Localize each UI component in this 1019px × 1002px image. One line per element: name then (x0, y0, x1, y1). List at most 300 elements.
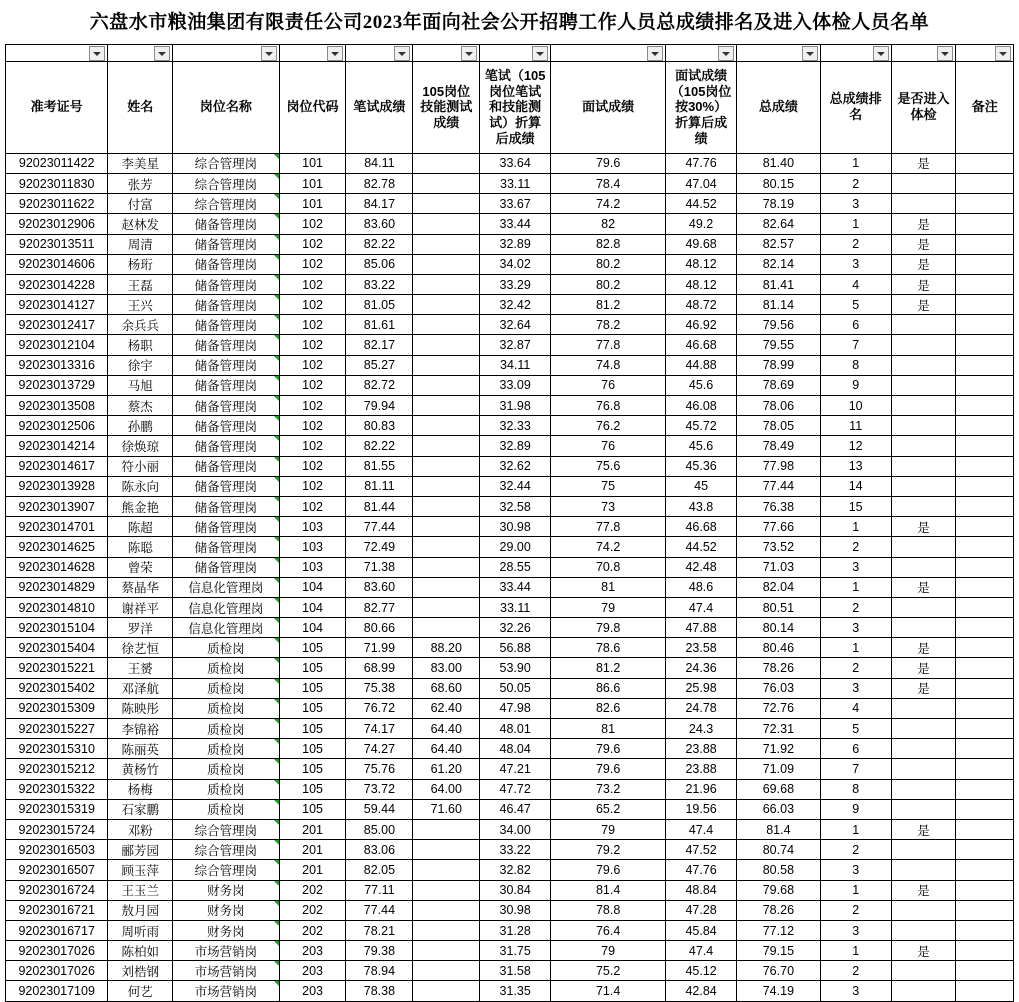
cell-10: 78.49 (737, 436, 821, 456)
cell-2: 陈柏如 (108, 941, 173, 961)
filter-dropdown-icon[interactable] (802, 46, 818, 61)
cell-13 (956, 638, 1014, 658)
cell-5: 80.66 (346, 618, 413, 638)
table-row (6, 941, 1014, 961)
cell-3: 综合管理岗 (173, 840, 280, 860)
cell-1: 92023016717 (6, 920, 108, 940)
cell-9: 24.78 (666, 698, 737, 718)
cell-12 (891, 476, 956, 496)
cell-1: 92023014228 (6, 274, 108, 294)
cell-3: 储备管理岗 (173, 315, 280, 335)
cell-2: 王玉兰 (108, 880, 173, 900)
cell-11: 3 (820, 981, 891, 1001)
cell-10: 78.26 (737, 658, 821, 678)
cell-12: 是 (891, 517, 956, 537)
cell-11: 2 (820, 537, 891, 557)
cell-9: 46.92 (666, 315, 737, 335)
cell-5: 83.06 (346, 840, 413, 860)
cell-7: 50.05 (480, 678, 551, 698)
cell-10: 78.26 (737, 900, 821, 920)
cell-3: 质检岗 (173, 779, 280, 799)
cell-2: 杨职 (108, 335, 173, 355)
cell-13 (956, 254, 1014, 274)
table-row (6, 618, 1014, 638)
cell-11: 3 (820, 557, 891, 577)
cell-6 (413, 941, 480, 961)
cell-10: 69.68 (737, 779, 821, 799)
cell-13 (956, 476, 1014, 496)
column-header-8: 面试成绩 (551, 61, 666, 153)
cell-12 (891, 456, 956, 476)
cell-4: 105 (279, 638, 346, 658)
cell-11: 3 (820, 618, 891, 638)
cell-7: 47.72 (480, 779, 551, 799)
cell-10: 82.57 (737, 234, 821, 254)
filter-dropdown-icon[interactable] (394, 46, 410, 61)
cell-1: 92023014617 (6, 456, 108, 476)
cell-1: 92023013928 (6, 476, 108, 496)
cell-10: 78.99 (737, 355, 821, 375)
cell-4: 201 (279, 860, 346, 880)
cell-5: 81.55 (346, 456, 413, 476)
cell-6 (413, 436, 480, 456)
cell-7: 33.29 (480, 274, 551, 294)
cell-7: 34.00 (480, 819, 551, 839)
cell-1: 92023013729 (6, 375, 108, 395)
cell-12 (891, 557, 956, 577)
cell-8: 79.6 (551, 759, 666, 779)
cell-1: 92023011422 (6, 153, 108, 173)
cell-6: 62.40 (413, 698, 480, 718)
cell-10: 78.05 (737, 416, 821, 436)
cell-10: 80.14 (737, 618, 821, 638)
cell-7: 32.33 (480, 416, 551, 436)
cell-2: 顾玉萍 (108, 860, 173, 880)
cell-6: 64.40 (413, 739, 480, 759)
cell-12 (891, 315, 956, 335)
cell-6 (413, 274, 480, 294)
cell-10: 81.14 (737, 295, 821, 315)
cell-11: 9 (820, 799, 891, 819)
filter-cell-7[interactable] (480, 44, 551, 61)
filter-cell-6[interactable] (413, 44, 480, 61)
cell-3: 综合管理岗 (173, 860, 280, 880)
cell-4: 101 (279, 173, 346, 193)
cell-4: 203 (279, 961, 346, 981)
cell-8: 81.2 (551, 658, 666, 678)
filter-cell-9[interactable] (666, 44, 737, 61)
cell-6: 64.40 (413, 719, 480, 739)
cell-13 (956, 557, 1014, 577)
cell-8: 71.4 (551, 981, 666, 1001)
cell-11: 5 (820, 719, 891, 739)
filter-dropdown-icon[interactable] (873, 46, 889, 61)
filter-cell-12[interactable] (891, 44, 956, 61)
cell-13 (956, 537, 1014, 557)
cell-4: 105 (279, 698, 346, 718)
cell-9: 23.88 (666, 759, 737, 779)
cell-3: 储备管理岗 (173, 214, 280, 234)
cell-11: 2 (820, 658, 891, 678)
cell-2: 赵林发 (108, 214, 173, 234)
filter-dropdown-icon[interactable] (261, 46, 277, 61)
cell-3: 储备管理岗 (173, 517, 280, 537)
cell-1: 92023013907 (6, 496, 108, 516)
cell-10: 77.44 (737, 476, 821, 496)
cell-1: 92023012417 (6, 315, 108, 335)
cell-4: 103 (279, 537, 346, 557)
filter-dropdown-icon[interactable] (461, 46, 477, 61)
cell-2: 徐艺恒 (108, 638, 173, 658)
cell-3: 信息化管理岗 (173, 618, 280, 638)
cell-9: 48.12 (666, 274, 737, 294)
table-row (6, 819, 1014, 839)
cell-2: 付富 (108, 194, 173, 214)
filter-cell-13[interactable] (956, 44, 1014, 61)
filter-cell-4[interactable] (279, 44, 346, 61)
cell-7: 33.11 (480, 173, 551, 193)
table-row (6, 719, 1014, 739)
cell-5: 74.27 (346, 739, 413, 759)
table-row (6, 658, 1014, 678)
cell-12: 是 (891, 638, 956, 658)
cell-7: 48.04 (480, 739, 551, 759)
cell-9: 47.28 (666, 900, 737, 920)
cell-7: 32.44 (480, 476, 551, 496)
filter-cell-11[interactable] (820, 44, 891, 61)
cell-8: 79.8 (551, 618, 666, 638)
cell-2: 王磊 (108, 274, 173, 294)
filter-dropdown-icon[interactable] (937, 46, 953, 61)
cell-9: 24.36 (666, 658, 737, 678)
cell-2: 陈映彤 (108, 698, 173, 718)
cell-6: 64.00 (413, 779, 480, 799)
cell-6 (413, 194, 480, 214)
cell-12: 是 (891, 274, 956, 294)
cell-3: 储备管理岗 (173, 537, 280, 557)
cell-1: 92023015724 (6, 819, 108, 839)
cell-13 (956, 698, 1014, 718)
cell-7: 31.28 (480, 920, 551, 940)
cell-7: 33.67 (480, 194, 551, 214)
results-table (5, 44, 1014, 1002)
cell-3: 质检岗 (173, 698, 280, 718)
cell-11: 4 (820, 274, 891, 294)
cell-1: 92023013508 (6, 396, 108, 416)
cell-11: 7 (820, 759, 891, 779)
cell-10: 74.19 (737, 981, 821, 1001)
cell-10: 82.14 (737, 254, 821, 274)
cell-2: 杨珩 (108, 254, 173, 274)
cell-4: 102 (279, 436, 346, 456)
cell-6 (413, 496, 480, 516)
cell-7: 32.42 (480, 295, 551, 315)
cell-3: 质检岗 (173, 658, 280, 678)
cell-9: 42.84 (666, 981, 737, 1001)
cell-12 (891, 396, 956, 416)
filter-dropdown-icon[interactable] (718, 46, 734, 61)
cell-9: 46.68 (666, 517, 737, 537)
table-row (6, 880, 1014, 900)
cell-6 (413, 355, 480, 375)
table-row (6, 577, 1014, 597)
cell-5: 83.60 (346, 577, 413, 597)
filter-dropdown-icon[interactable] (154, 46, 170, 61)
cell-11: 3 (820, 678, 891, 698)
cell-6: 61.20 (413, 759, 480, 779)
cell-3: 储备管理岗 (173, 416, 280, 436)
filter-cell-8[interactable] (551, 44, 666, 61)
cell-11: 3 (820, 254, 891, 274)
cell-2: 刘梏钢 (108, 961, 173, 981)
cell-4: 102 (279, 456, 346, 476)
cell-7: 32.62 (480, 456, 551, 476)
cell-12 (891, 496, 956, 516)
cell-1: 92023012506 (6, 416, 108, 436)
cell-5: 81.61 (346, 315, 413, 335)
cell-5: 79.38 (346, 941, 413, 961)
cell-3: 储备管理岗 (173, 396, 280, 416)
cell-3: 信息化管理岗 (173, 597, 280, 617)
column-header-10: 总成绩 (737, 61, 821, 153)
cell-7: 32.58 (480, 496, 551, 516)
cell-7: 33.22 (480, 840, 551, 860)
cell-5: 83.60 (346, 214, 413, 234)
cell-4: 105 (279, 739, 346, 759)
cell-6 (413, 900, 480, 920)
cell-7: 33.11 (480, 597, 551, 617)
cell-1: 92023017026 (6, 941, 108, 961)
filter-cell-10[interactable] (737, 44, 821, 61)
column-header-7: 笔试（105岗位笔试和技能测试）折算后成绩 (480, 61, 551, 153)
cell-2: 马旭 (108, 375, 173, 395)
cell-1: 92023015404 (6, 638, 108, 658)
cell-11: 1 (820, 517, 891, 537)
cell-2: 熊金艳 (108, 496, 173, 516)
filter-cell-3[interactable] (173, 44, 280, 61)
cell-2: 陈聪 (108, 537, 173, 557)
filter-dropdown-icon[interactable] (532, 46, 548, 61)
cell-9: 48.84 (666, 880, 737, 900)
cell-4: 104 (279, 618, 346, 638)
cell-6 (413, 537, 480, 557)
page-title: 六盘水市粮油集团有限责任公司2023年面向社会公开招聘工作人员总成绩排名及进入体检人员名单 (89, 12, 930, 33)
cell-5: 75.76 (346, 759, 413, 779)
cell-2: 罗洋 (108, 618, 173, 638)
cell-6 (413, 920, 480, 940)
table-row (6, 799, 1014, 819)
cell-5: 82.17 (346, 335, 413, 355)
cell-12 (891, 900, 956, 920)
cell-9: 46.08 (666, 396, 737, 416)
cell-11: 1 (820, 214, 891, 234)
cell-4: 102 (279, 254, 346, 274)
cell-5: 81.05 (346, 295, 413, 315)
cell-10: 79.55 (737, 335, 821, 355)
cell-12 (891, 194, 956, 214)
cell-5: 85.06 (346, 254, 413, 274)
cell-5: 84.11 (346, 153, 413, 173)
cell-6 (413, 214, 480, 234)
cell-10: 71.92 (737, 739, 821, 759)
cell-13 (956, 618, 1014, 638)
cell-1: 92023011830 (6, 173, 108, 193)
cell-7: 28.55 (480, 557, 551, 577)
cell-6 (413, 597, 480, 617)
cell-3: 储备管理岗 (173, 456, 280, 476)
cell-9: 45.84 (666, 920, 737, 940)
cell-1: 92023011622 (6, 194, 108, 214)
cell-1: 92023016724 (6, 880, 108, 900)
cell-10: 77.12 (737, 920, 821, 940)
cell-2: 何艺 (108, 981, 173, 1001)
cell-2: 曾荣 (108, 557, 173, 577)
cell-6 (413, 819, 480, 839)
cell-4: 203 (279, 981, 346, 1001)
filter-dropdown-icon[interactable] (327, 46, 343, 61)
filter-cell-1[interactable] (6, 44, 108, 61)
filter-cell-2[interactable] (108, 44, 173, 61)
cell-11: 14 (820, 476, 891, 496)
cell-7: 32.82 (480, 860, 551, 880)
cell-5: 71.38 (346, 557, 413, 577)
cell-11: 3 (820, 860, 891, 880)
cell-12 (891, 618, 956, 638)
filter-cell-5[interactable] (346, 44, 413, 61)
cell-2: 石家鹏 (108, 799, 173, 819)
cell-12 (891, 537, 956, 557)
cell-6 (413, 173, 480, 193)
cell-6 (413, 517, 480, 537)
filter-dropdown-icon[interactable] (89, 46, 105, 61)
cell-1: 92023014829 (6, 577, 108, 597)
cell-3: 综合管理岗 (173, 173, 280, 193)
cell-12 (891, 759, 956, 779)
cell-4: 102 (279, 295, 346, 315)
filter-dropdown-icon[interactable] (995, 46, 1011, 61)
table-row (6, 396, 1014, 416)
cell-13 (956, 597, 1014, 617)
cell-1: 92023016503 (6, 840, 108, 860)
cell-13 (956, 436, 1014, 456)
table-row (6, 234, 1014, 254)
cell-1: 92023015104 (6, 618, 108, 638)
cell-7: 53.90 (480, 658, 551, 678)
table-row (6, 153, 1014, 173)
cell-8: 75 (551, 476, 666, 496)
cell-4: 105 (279, 779, 346, 799)
cell-3: 储备管理岗 (173, 274, 280, 294)
cell-4: 201 (279, 840, 346, 860)
cell-2: 谢祥平 (108, 597, 173, 617)
cell-1: 92023012104 (6, 335, 108, 355)
cell-13 (956, 416, 1014, 436)
cell-4: 102 (279, 396, 346, 416)
cell-5: 82.05 (346, 860, 413, 880)
cell-10: 82.04 (737, 577, 821, 597)
table-row (6, 698, 1014, 718)
column-header-4: 岗位代码 (279, 61, 346, 153)
cell-7: 30.98 (480, 900, 551, 920)
cell-8: 81.4 (551, 880, 666, 900)
cell-1: 92023013511 (6, 234, 108, 254)
cell-12 (891, 335, 956, 355)
column-header-5: 笔试成绩 (346, 61, 413, 153)
cell-7: 47.21 (480, 759, 551, 779)
cell-13 (956, 920, 1014, 940)
cell-13 (956, 880, 1014, 900)
cell-11: 3 (820, 920, 891, 940)
cell-3: 财务岗 (173, 920, 280, 940)
cell-9: 49.2 (666, 214, 737, 234)
cell-5: 81.11 (346, 476, 413, 496)
cell-2: 徐焕琼 (108, 436, 173, 456)
cell-4: 202 (279, 880, 346, 900)
cell-11: 1 (820, 577, 891, 597)
cell-10: 78.69 (737, 375, 821, 395)
cell-2: 余兵兵 (108, 315, 173, 335)
cell-11: 2 (820, 234, 891, 254)
table-row (6, 779, 1014, 799)
cell-11: 13 (820, 456, 891, 476)
cell-13 (956, 577, 1014, 597)
table-row (6, 597, 1014, 617)
cell-1: 92023017026 (6, 961, 108, 981)
cell-11: 12 (820, 436, 891, 456)
cell-11: 7 (820, 335, 891, 355)
cell-8: 81 (551, 719, 666, 739)
cell-11: 1 (820, 819, 891, 839)
cell-12 (891, 597, 956, 617)
cell-8: 78.6 (551, 638, 666, 658)
cell-10: 78.19 (737, 194, 821, 214)
cell-13 (956, 173, 1014, 193)
cell-13 (956, 840, 1014, 860)
cell-1: 92023014628 (6, 557, 108, 577)
cell-13 (956, 517, 1014, 537)
cell-13 (956, 496, 1014, 516)
cell-12 (891, 698, 956, 718)
cell-4: 102 (279, 315, 346, 335)
cell-9: 47.88 (666, 618, 737, 638)
cell-1: 92023015221 (6, 658, 108, 678)
cell-3: 综合管理岗 (173, 819, 280, 839)
cell-10: 80.15 (737, 173, 821, 193)
cell-8: 81.2 (551, 295, 666, 315)
cell-6 (413, 396, 480, 416)
cell-12 (891, 739, 956, 759)
cell-13 (956, 396, 1014, 416)
cell-1: 92023015309 (6, 698, 108, 718)
cell-5: 80.83 (346, 416, 413, 436)
table-row (6, 476, 1014, 496)
cell-6 (413, 860, 480, 880)
table-row (6, 416, 1014, 436)
cell-9: 45.36 (666, 456, 737, 476)
cell-9: 48.72 (666, 295, 737, 315)
cell-3: 质检岗 (173, 739, 280, 759)
cell-4: 105 (279, 658, 346, 678)
cell-13 (956, 274, 1014, 294)
cell-13 (956, 941, 1014, 961)
cell-7: 32.26 (480, 618, 551, 638)
cell-8: 77.8 (551, 517, 666, 537)
cell-6 (413, 456, 480, 476)
filter-dropdown-icon[interactable] (647, 46, 663, 61)
cell-13 (956, 981, 1014, 1001)
cell-8: 78.2 (551, 315, 666, 335)
cell-11: 6 (820, 739, 891, 759)
